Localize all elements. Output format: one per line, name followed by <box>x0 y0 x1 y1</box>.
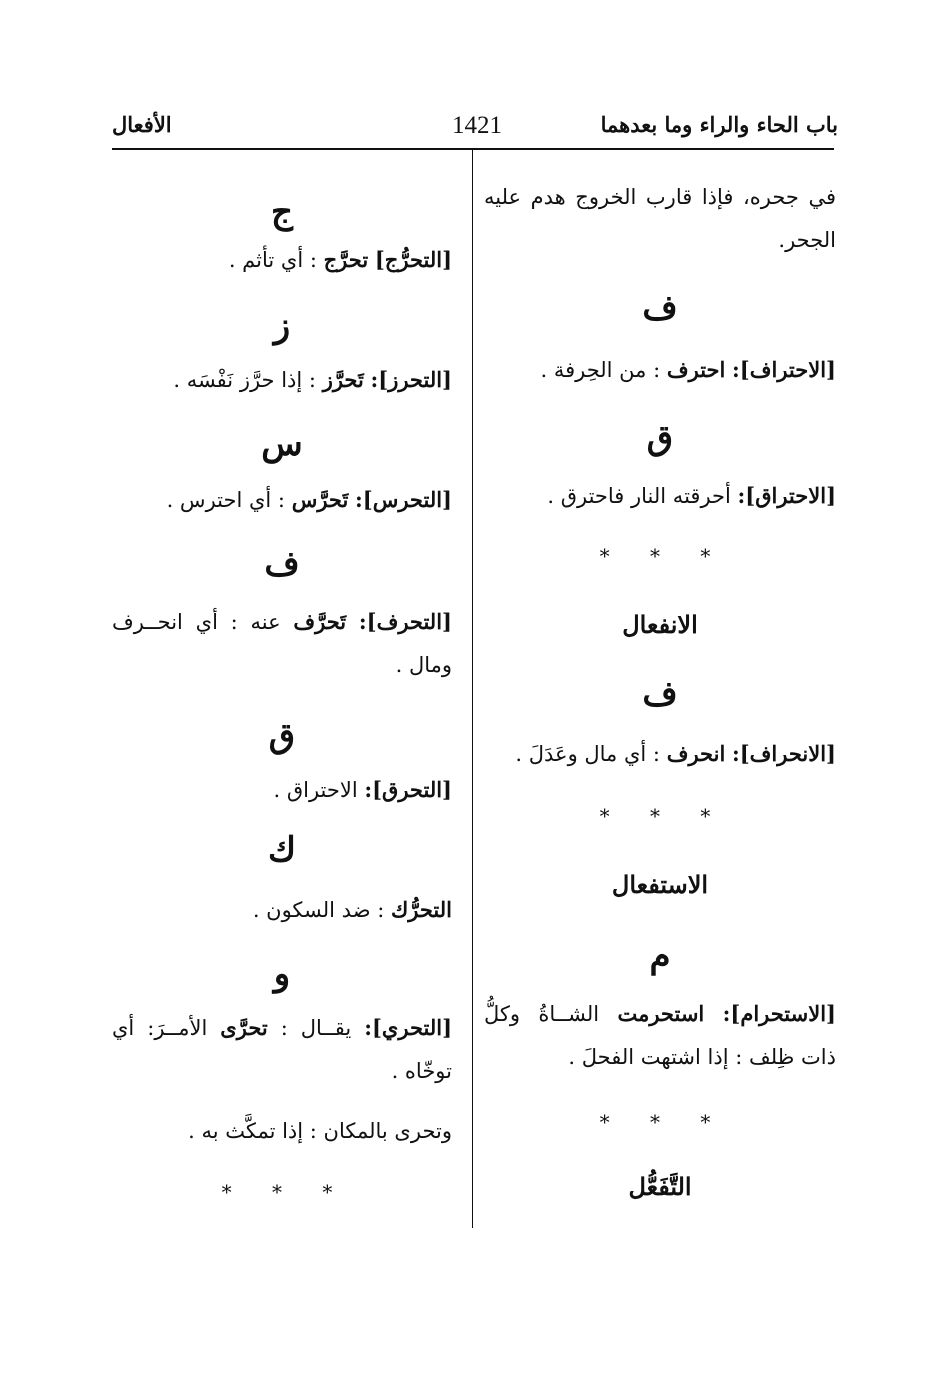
section-heading-tafaul: التَّفَعُّل <box>628 1172 692 1201</box>
entry-taharrus <box>112 478 452 522</box>
letter-heading-waw: و <box>273 954 291 994</box>
entry-verb: تَحرَّف <box>293 609 347 634</box>
column-divider <box>472 150 473 1228</box>
letter-heading-qaf: ق <box>268 716 296 756</box>
entry-headword: [التحرز]: <box>370 367 452 392</box>
entry-taharruq <box>112 768 452 812</box>
letter-heading-fa: ف <box>642 288 678 328</box>
letter-heading-zay: ز <box>273 306 291 346</box>
continuation-text: في جحره، فإذا قارب الخروج هدم عليه الجحر. <box>484 185 836 252</box>
entry-verb: تَحرَّس <box>291 487 349 512</box>
entry-definition: : أي احترس . <box>166 488 286 512</box>
entry-headword: [التحري]: <box>364 1015 453 1040</box>
entry-verb: تَحرَّز <box>322 367 364 392</box>
letter-heading-mim: م <box>649 936 671 976</box>
entry-verb: تحرَّج <box>323 247 369 272</box>
entry-verb: انحرف <box>666 741 726 766</box>
entry-taharruj <box>112 238 452 282</box>
entry-headword: [الاحتراق]: <box>737 483 836 508</box>
section-separator-stars: * * * <box>599 1110 721 1134</box>
entry-verb: احترف <box>666 357 726 382</box>
section-separator-stars: * * * <box>599 804 721 828</box>
entry-definition: أحرقته النار فاحترق . <box>547 484 731 508</box>
letter-heading-qaf: ق <box>646 418 674 458</box>
entry-headword: [الاستحرام]: <box>722 1001 836 1026</box>
header-rule <box>112 148 834 150</box>
letter-heading-jim: ج <box>271 192 293 232</box>
entry-headword: [الاحتراف]: <box>732 357 836 382</box>
entry-definition: : من الحِرفة . <box>540 358 661 382</box>
letter-heading-sin: س <box>261 424 303 464</box>
entry-text: يقــال : <box>280 1016 352 1040</box>
entry-definition: : أي تأثم . <box>228 248 317 272</box>
entry-taharruz <box>112 358 452 402</box>
running-head-section: باب الحاء والراء وما بعدهما <box>600 112 838 137</box>
entry-headword: [التحرس]: <box>355 487 452 512</box>
section-heading-istifal: الاستفعال <box>611 870 709 899</box>
page-number: 1421 <box>452 112 502 139</box>
entry-definition: الاحتراق . <box>273 778 358 802</box>
section-separator-stars: * * * <box>599 544 721 568</box>
entry-headword: [التحرُّج] <box>374 247 452 272</box>
entry-istihram <box>484 992 836 1079</box>
section-heading-infial: الانفعال <box>622 610 698 639</box>
entry-definition: : أي مال وعَدَلَ . <box>515 742 660 766</box>
entry-verb: تحرَّى <box>220 1015 268 1040</box>
letter-heading-kaf: ك <box>267 830 297 870</box>
entry-headword: التحرُّك <box>390 897 452 922</box>
running-head-chapter: الأفعال <box>112 112 172 137</box>
entry-definition: الشــاةُ وكلُّ ذات ظِلف : إذا اشتهت الفحلَ . <box>484 1002 836 1069</box>
entry-taharruk <box>112 888 452 932</box>
entry-verb: استحرمت <box>617 1001 705 1026</box>
entry-taharruf <box>112 600 452 687</box>
entry-headword: [التحرق]: <box>364 777 452 802</box>
entry-ihtiraq <box>484 474 836 518</box>
letter-heading-fa: ف <box>264 544 300 584</box>
letter-heading-fa: ف <box>642 674 678 714</box>
entry-taharri <box>112 1006 452 1093</box>
entry-definition: عنه : أي انحــرف ومال . <box>112 610 452 677</box>
section-separator-stars: * * * <box>221 1180 343 1204</box>
entry-definition: : ضد السكون . <box>252 898 385 922</box>
entry-inhiraf <box>484 732 836 776</box>
entry-definition: : إذا حرَّز نَفْسَه . <box>173 368 316 392</box>
entry-taharri-second: وتحرى بالمكان : إذا تمكَّث به . <box>188 1119 452 1143</box>
entry-definition: الأمــرَ: أي توخّاه . <box>112 1016 452 1083</box>
entry-ihtiraf <box>484 348 836 392</box>
entry-headword: [التحرف]: <box>358 609 452 634</box>
entry-headword: [الانحراف]: <box>731 741 836 766</box>
